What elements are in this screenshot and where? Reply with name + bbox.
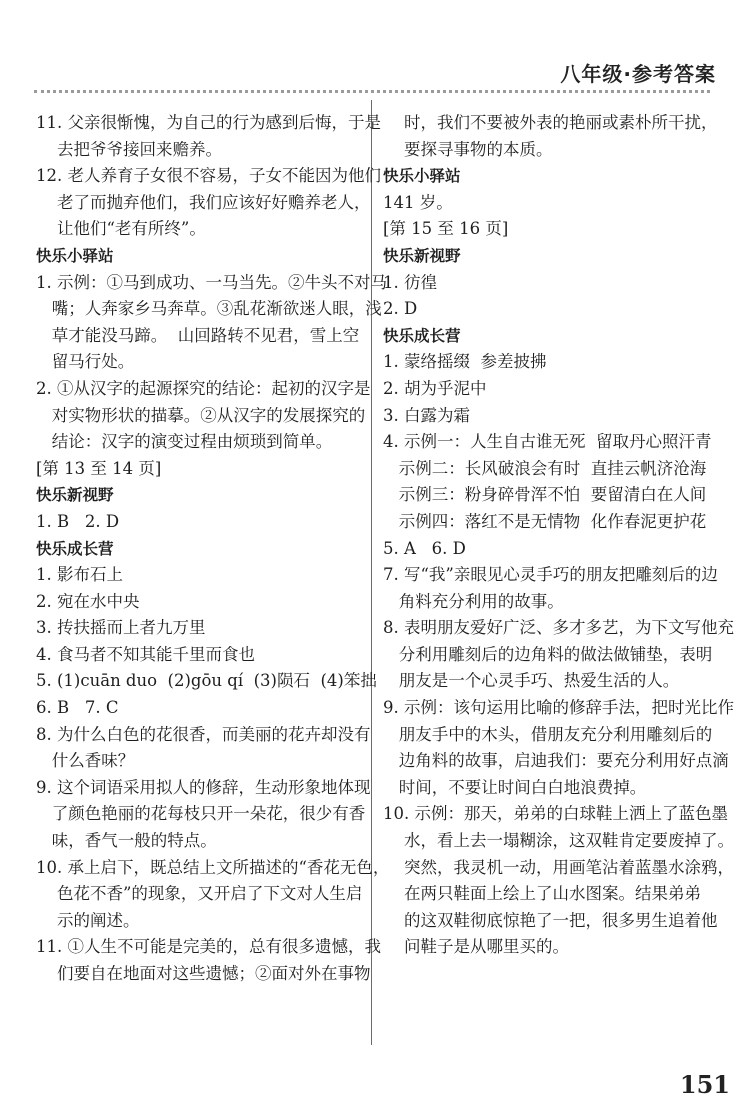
answer-line: 5. A 6. D: [383, 538, 466, 558]
answer-line: 老了而抛弃他们，我们应该好好赡养老人，: [36, 192, 371, 212]
answer-line: 2. 宛在水中央: [36, 591, 140, 611]
answer-line: 什么香味？: [36, 751, 135, 771]
answer-line: 11. 父亲很惭愧，为自己的行为感到后悔，于是: [36, 113, 381, 132]
section-heading: 快乐小驿站: [36, 246, 114, 265]
answer-line: 示例二：长风破浪会有时 直挂云帆济沧海: [383, 458, 707, 478]
page-number: 151: [679, 1070, 730, 1099]
answer-line: 朋友是一个心灵手巧、热爱生活的人。: [383, 671, 680, 691]
answer-line: 的这双鞋彻底惊艳了一把，很多男生追着他: [383, 910, 718, 930]
answer-line: [第 13 至 14 页]: [36, 458, 162, 478]
answer-line: 突然，我灵机一动，用画笔沾着蓝墨水涂鸦，: [383, 857, 734, 877]
answer-line: 味，香气一般的特点。: [36, 831, 217, 851]
answer-line: 4. 示例一：人生自古谁无死 留取丹心照汗青: [383, 432, 712, 452]
answer-line: 2. ①从汉字的起源探究的结论：起初的汉字是: [36, 378, 371, 398]
answer-line: 3. 白露为霜: [383, 405, 470, 425]
answer-line: 朋友手中的木头，借朋友充分利用雕刻后的: [383, 724, 713, 744]
answer-line: 时，我们不要被外表的艳丽或素朴所干扰，: [383, 113, 718, 132]
answer-line: 141 岁。: [383, 192, 453, 212]
section-heading: 快乐新视野: [383, 246, 461, 265]
answer-line: 2. D: [383, 299, 418, 319]
answer-line: 对实物形状的描摹。②从汉字的发展探究的: [36, 405, 366, 425]
answer-line: 示的阐述。: [36, 910, 140, 930]
answer-line: 12. 老人养育子女很不容易，子女不能因为他们: [36, 166, 381, 186]
answer-line: 结论：汉字的演变过程由烦琐到简单。: [36, 432, 333, 452]
column-divider: [371, 100, 372, 1045]
answer-line: 们要自在地面对这些遗憾；②面对外在事物: [36, 964, 371, 983]
answer-line: 5. (1)cuān duo (2)gōu qí (3)陨石 (4)笨拙: [36, 671, 377, 691]
right-column: [383, 110, 734, 961]
answer-line: 9. 示例：该句运用比喻的修辞手法，把时光比作: [383, 698, 734, 718]
answer-line: 8. 表明朋友爱好广泛、多才多艺，为下文写他充: [383, 618, 734, 638]
answer-line: 2. 胡为乎泥中: [383, 378, 487, 398]
answer-line: 10. 示例：那天，弟弟的白球鞋上洒上了蓝色墨: [383, 804, 728, 824]
answer-line: 角料充分利用的故事。: [383, 591, 564, 611]
answer-line: 8. 为什么白色的花很香，而美丽的花卉却没有: [36, 724, 371, 744]
answer-line: 10. 承上启下，既总结上文所描述的“香花无色，: [36, 857, 390, 877]
answer-line: 示例三：粉身碎骨浑不怕 要留清白在人间: [383, 485, 707, 505]
answer-line: [第 15 至 16 页]: [383, 219, 509, 239]
answer-line: 6. B 7. C: [36, 698, 119, 718]
answer-line: 7. 写“我”亲眼见心灵手巧的朋友把雕刻后的边: [383, 565, 718, 585]
answer-line: 草才能没马蹄。 山回路转不见君，雪上空: [36, 325, 360, 345]
answer-line: 边角料的故事，启迪我们：要充分利用好点滴: [383, 751, 729, 771]
answer-line: 留马行处。: [36, 352, 135, 372]
answer-line: 水，看上去一塌糊涂，这双鞋肯定要废掉了。: [383, 831, 734, 851]
answer-line: 1. 彷徨: [383, 272, 437, 292]
answer-line: 问鞋子是从哪里买的。: [383, 937, 569, 957]
answer-line: 时间，不要让时间白白地浪费掉。: [383, 777, 647, 797]
answer-line: 了颜色艳丽的花每枝只开一朵花，很少有香: [36, 804, 366, 824]
answer-line: 3. 抟扶摇而上者九万里: [36, 618, 206, 638]
answer-line: 示例四：落红不是无情物 化作春泥更护花: [383, 511, 707, 531]
answer-line: 1. 示例：①马到成功、一马当先。②牛头不对马: [36, 272, 387, 292]
answer-line: 色花不香”的现象，又开启了下文对人生启: [36, 884, 363, 904]
section-heading: 快乐成长营: [36, 539, 114, 558]
header-divider: [34, 90, 710, 93]
answer-line: 9. 这个词语采用拟人的修辞，生动形象地体现: [36, 777, 371, 797]
answer-line: 分利用雕刻后的边角料的做法做铺垫，表明: [383, 644, 713, 664]
section-heading: 快乐新视野: [36, 486, 114, 505]
section-heading: 快乐成长营: [383, 326, 461, 345]
page-header-title: 八年级·参考答案: [560, 62, 716, 86]
answer-line: 1. 蒙络摇缀 参差披拂: [383, 352, 547, 372]
answer-line: 嘴；人奔家乡马奔草。③乱花渐欲迷人眼，浅: [36, 299, 382, 319]
answer-line: 要探寻事物的本质。: [383, 139, 553, 159]
answer-line: 1. B 2. D: [36, 511, 120, 531]
section-heading: 快乐小驿站: [383, 167, 461, 186]
answer-line: 11. ①人生不可能是完美的，总有很多遗憾，我: [36, 937, 381, 957]
left-column: [36, 110, 390, 988]
answer-line: 让他们“老有所终”。: [36, 219, 206, 239]
answer-line: 去把爷爷接回来赡养。: [36, 139, 222, 159]
answer-line: 1. 影布石上: [36, 565, 123, 585]
answer-line: 4. 食马者不知其能千里而食也: [36, 644, 255, 664]
answer-line: 在两只鞋面上绘上了山水图案。结果弟弟: [383, 884, 701, 904]
